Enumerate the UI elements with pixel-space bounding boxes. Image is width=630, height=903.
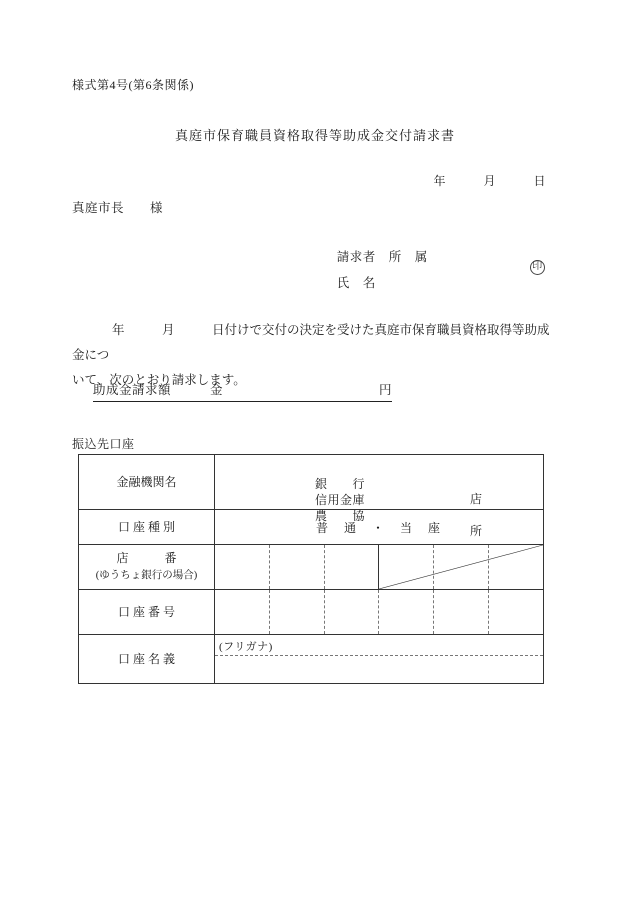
account-digit-box[interactable]	[434, 590, 489, 634]
date-line-text: 年 月 日	[433, 174, 546, 188]
row-header-account-type: 口 座 種 別	[79, 510, 215, 545]
account-digit-box[interactable]	[215, 590, 270, 634]
body-paragraph-line-1: 年 月 日付けで交付の決定を受けた真庭市保育職員資格取得等助成金につ	[72, 323, 550, 362]
furigana-divider	[215, 655, 543, 656]
furigana-label: (フリガナ)	[219, 641, 273, 653]
claimant-block	[315, 232, 543, 290]
table-row-branch-number	[79, 545, 544, 590]
strikethrough-diagonal-icon	[215, 545, 543, 589]
bank-account-table	[78, 454, 544, 684]
account-digit-box[interactable]	[325, 590, 380, 634]
table-row-financial-institution	[79, 455, 544, 510]
account-number-input[interactable]	[215, 590, 544, 635]
addressee: 真庭市長 様	[72, 201, 164, 215]
amount-request-line: 助成金請求額 金 円	[93, 380, 392, 402]
row-header-branch-number-sub: (ゆうちょ銀行の場合)	[95, 570, 198, 581]
account-type-value[interactable]: 普 通 ・ 当 座	[215, 510, 544, 545]
account-digit-box[interactable]	[270, 590, 325, 634]
account-number-boxes	[215, 590, 543, 634]
branch-number-input[interactable]	[215, 545, 544, 590]
row-header-account-number: 口 座 番 号	[79, 590, 215, 635]
account-name-field[interactable]	[215, 635, 543, 683]
table-row-account-number	[79, 590, 544, 635]
account-name-cell[interactable]	[215, 635, 544, 684]
claimant-name-row	[315, 258, 543, 290]
bank-suffix-office: 所	[470, 524, 483, 538]
bank-option-row-3	[215, 492, 543, 552]
body-paragraph-line-2: いて、次のとおり請求します。	[72, 373, 246, 387]
form-number: 様式第4号(第6条関係)	[72, 78, 194, 92]
bank-option-bank: 銀 行	[315, 477, 366, 491]
row-header-account-name: 口 座 名 義	[79, 635, 215, 684]
page-title: 真庭市保育職員資格取得等助成金交付請求書	[174, 128, 455, 143]
row-header-branch-number	[79, 545, 215, 590]
row-header-financial-institution: 金融機関名	[79, 455, 215, 510]
seal-icon: 印	[530, 260, 545, 275]
table-row-account-name	[79, 635, 544, 684]
bank-suffix-branch: 店	[470, 492, 483, 506]
claimant-affiliation-row	[315, 232, 428, 264]
claimant-affiliation-label: 請求者 所 属	[336, 250, 428, 264]
row-header-branch-number-main: 店 番	[116, 551, 177, 565]
account-digit-box[interactable]	[379, 590, 434, 634]
account-digit-box[interactable]	[489, 590, 543, 634]
claimant-name-label: 氏 名	[336, 276, 376, 290]
account-section-label: 振込先口座	[72, 437, 135, 451]
bank-option-nokyo: 農 協	[315, 509, 366, 523]
bank-option-shinkin: 信用金庫	[315, 493, 366, 507]
